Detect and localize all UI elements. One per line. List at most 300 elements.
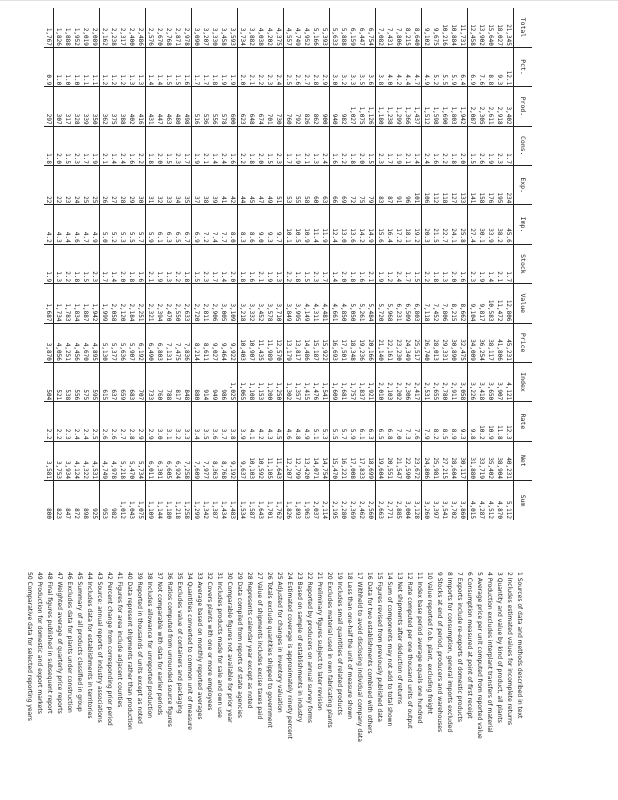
table-cell: 2.0 [238,47,248,86]
table-cell: 3,849 [284,284,294,323]
table-cell: 3,734 [239,27,247,46]
table-cell: 3.1 [164,402,173,441]
table-cell: 1.6 [136,244,146,283]
table-cell: 788 [164,362,173,401]
table-cell: 1.9 [486,126,495,165]
table-cell: 1,942 [458,87,468,126]
table-cell: 1,483 [228,481,238,521]
table-row [320,8,330,520]
table-cell: 823 [54,481,64,521]
table-cell: 36,254 [477,323,486,362]
table-cell: 3,402 [504,87,514,126]
table-row [468,8,478,520]
table-cell: 4.4 [403,47,412,86]
table-cell: 2.1 [201,126,210,165]
table-cell: 1,762 [274,481,284,521]
table-cell: 6.1 [357,402,366,441]
table-row [192,8,202,520]
table-cell: 2.5 [90,402,100,441]
table-cell: 2.4 [320,126,330,165]
table-cell: 12,570 [274,323,284,362]
table-cell: 2.7 [118,402,127,441]
footnote-line: 20 Excludes material used in own fabricating plants [326,572,333,728]
table-cell: 898 [81,481,90,521]
table-cell: 4,512 [486,481,495,521]
table-cell: 1.4 [155,47,164,86]
table-cell: 5.9 [146,205,156,244]
table-cell: 1,783 [63,284,72,323]
table-cell: 1.7 [81,126,90,165]
table-cell: 4.9 [90,205,100,244]
table-cell: 1,999 [100,284,110,323]
table-cell: 7.6 [477,47,486,86]
table-cell: 1,065 [238,362,248,401]
table-cell: 66 [330,166,340,205]
table-cell: 2.4 [81,402,90,441]
table-cell: 521 [54,362,64,401]
table-cell: 1.7 [210,244,219,283]
table-cell: 760 [284,87,294,126]
table-cell: 2,417 [412,362,422,401]
table-cell: 2.2 [63,244,72,283]
column-header: Stock [514,244,533,283]
table-cell: 2,978 [182,8,192,47]
footnote-line: 1 Sources of data and methods described in text [516,572,523,719]
table-cell: 2.2 [238,126,248,165]
table-cell: 4,015 [468,481,478,521]
column-header: Rate [514,402,533,441]
table-cell: 4.9 [422,47,432,86]
footnote-line: 5 Average price per unit computed from reported value [476,572,483,739]
table-cell: 578 [219,87,228,126]
table-cell: 3,218 [238,284,248,323]
table-cell: 3.6 [210,402,219,441]
table-cell: 2.3 [274,126,284,165]
table-cell: 1.8 [238,244,248,283]
table-cell: 3,397 [431,481,440,521]
table-cell: 41,806 [495,323,504,362]
table-cell: 9.3 [265,205,274,244]
table-cell: 18,348 [348,323,357,362]
table-cell: 6.4 [458,47,468,86]
table-cell: 3,650 [486,362,495,401]
table-cell: 158 [477,166,486,205]
table-cell: 3,578 [265,284,274,323]
table-cell: 19.2 [412,205,422,244]
table-cell: 8,215 [404,27,412,46]
footnote-line: 42 Percent change from corresponding prior period [106,572,113,726]
table-cell: 9.7 [274,205,284,244]
table-cell: 2.1 [302,126,311,165]
table-cell: 2.1 [100,126,110,165]
table-cell: 5.5 [330,402,340,441]
table-cell: 20.3 [422,205,432,244]
table-cell: 6,509 [403,284,412,323]
table-cell: 4,661 [330,284,340,323]
table-cell: 2.9 [136,402,146,441]
table-cell: 4,557 [285,27,293,46]
table-cell: 4,952 [303,27,311,46]
table-cell: 28,604 [449,441,458,480]
table-cell: 6,803 [412,284,422,323]
table-cell: 2.2 [339,126,348,165]
table-cell: 1.9 [192,126,202,165]
table-cell: 2,655 [431,362,440,401]
table-cell: 2.3 [90,244,100,283]
table-cell: 13,420 [302,441,311,480]
table-cell: 8,662 [458,284,468,323]
footnote-line: 49 Production for domestic and export markets [36,572,43,714]
table-cell: 4.3 [265,402,274,441]
table-cell: 3.8 [376,47,386,86]
table-cell: 1.8 [127,244,136,283]
table-row [164,8,173,520]
table-cell: 6,447 [358,27,366,46]
table-cell: 388 [118,87,127,126]
table-row [228,8,238,520]
table-cell: 5,470 [127,441,136,480]
table-cell: 101 [412,166,422,205]
table-cell: 33,719 [477,441,486,480]
table-cell: 2.3 [495,126,504,165]
footnote-line: 48 Final figures published in subsequent report [46,572,53,714]
table-cell: 118 [440,166,449,205]
table-cell: 1.7 [504,126,514,165]
table-cell: 17,501 [339,323,348,362]
table-cell: 4,202 [266,27,274,46]
table-cell: 45.6 [504,205,514,244]
table-row [72,8,81,520]
table-row [449,8,458,520]
table-row [136,8,146,520]
table-cell: 1,109 [146,481,156,521]
footnote-line: 3 Quantity and value by kind of product, all plants [496,572,503,723]
table-cell: 19,604 [376,441,386,480]
table-cell: 3,710 [274,284,284,323]
table-cell: 1,690 [440,87,449,126]
table-cell: 9.3 [495,47,504,86]
table-cell: 683 [127,362,136,401]
table-cell: 34 [173,166,182,205]
table-cell: 5,720 [376,284,386,323]
table-row [274,8,284,520]
table-cell: 13.0 [339,205,348,244]
table-cell: 1.9 [155,244,164,283]
table-cell: 7,836 [182,323,192,362]
table-row [403,8,412,520]
table-cell: 12.4 [330,205,340,244]
table-cell: 1,837 [357,362,366,401]
table-cell: 760 [155,362,164,401]
table-cell: 1.3 [311,126,320,165]
table-cell: 75 [357,166,366,205]
table-cell: 5,633 [331,27,339,46]
table-cell: 1.5 [468,126,478,165]
table-cell: 4,322 [81,441,90,480]
table-cell: 30.1 [477,205,486,244]
table-cell: 1,534 [238,481,248,521]
table-cell: 33 [164,166,173,205]
table-cell: 4,895 [90,323,100,362]
table-cell: 2,911 [449,362,458,401]
table-cell: 106 [422,166,432,205]
table-cell: 2.3 [72,126,81,165]
table-cell: 9,464 [219,323,228,362]
table-cell: 7,806 [395,27,403,46]
table-cell: 5,377 [109,323,118,362]
table-cell: 1.3 [127,47,136,86]
table-cell: 1,826 [55,27,63,46]
table-cell: 1.4 [486,244,495,283]
table-cell: 2,058 [109,284,118,323]
column-header: Exp. [514,166,533,205]
table-cell: 60 [311,166,320,205]
table-cell: 375 [109,87,118,126]
footnote-line: 47 Weighted average of quarterly price reports [56,572,63,714]
table-cell: 1.7 [192,47,202,86]
table-row [357,8,366,520]
table-cell: 10.9 [486,402,495,441]
footnote-line: 22 Reported by producers on annual survey forms [306,572,313,723]
table-cell: 3,128 [412,481,422,521]
table-row [339,8,348,520]
table-cell: 2,400 [128,27,136,46]
table-row [265,8,274,520]
table-cell: 595 [90,362,100,401]
table-cell: 1.8 [431,244,440,283]
table-cell: 14.9 [366,205,376,244]
table-cell: 3.3 [348,47,357,86]
table-cell: 44 [238,166,248,205]
table-cell: 5.0 [100,205,110,244]
table-cell: 674 [256,87,265,126]
table-cell: 1.7 [100,244,110,283]
table-cell: 7,475 [173,323,182,362]
table-cell: 2.1 [247,47,256,86]
table-cell: 2,280 [339,481,348,521]
table-row [477,8,486,520]
table-cell: 659 [118,362,127,401]
table-cell: 7.9 [422,402,432,441]
table-cell: 25,517 [412,323,422,362]
table-cell: 2,918 [495,87,504,126]
table-cell: 1.9 [219,47,228,86]
table-cell: 1.3 [274,244,284,283]
table-cell: 402 [127,87,136,126]
table-cell: 3,090 [193,27,201,46]
table-cell: 16.4 [385,205,394,244]
table-cell: 14,071 [311,441,320,480]
table-cell: 1.3 [440,244,449,283]
table-cell: 7.4 [210,205,219,244]
table-cell: 3,004 [403,481,412,521]
table-row [311,8,320,520]
table-cell: 72 [348,166,357,205]
table-cell: 18.1 [403,205,412,244]
table-cell: 13.6 [348,205,357,244]
table-cell: 15.6 [376,205,386,244]
table-cell: 9,817 [477,284,486,323]
table-cell: 31,880 [468,441,478,480]
table-cell: 4.6 [284,402,294,441]
table-cell: 4,056 [54,323,64,362]
table-cell: 1,218 [173,481,182,521]
table-cell: 1.8 [449,126,458,165]
table-cell: 5,050 [348,284,357,323]
table-cell: 2,037 [311,481,320,521]
table-cell: 1,681 [339,362,348,401]
table-cell: 2,321 [146,284,156,323]
table-cell: 7.3 [403,402,412,441]
table-cell: 38,904 [495,441,504,480]
table-cell: 339 [81,87,90,126]
table-cell: 96 [403,166,412,205]
table-row [366,8,376,520]
table-cell: 2,195 [330,481,340,521]
table-cell: 2.3 [173,126,182,165]
table-cell: 5.5 [440,47,449,86]
table-cell: 8.0 [228,205,238,244]
table-cell: 1,108 [247,362,256,401]
table-cell: 982 [339,87,348,126]
table-cell: 2.1 [403,126,412,165]
footnote-line: 32 Covers plants with one or more employees [206,572,213,711]
table-cell: 2.9 [146,402,156,441]
table-cell: 15,187 [311,323,320,362]
table-cell: 5.9 [449,47,458,86]
table-cell: 3,702 [449,481,458,521]
table-cell: 5.3 [320,402,330,441]
table-cell: 51 [274,166,284,205]
table-cell: 15,922 [320,323,330,362]
table-cell: 5,393 [320,8,330,47]
table-cell: 2.2 [54,402,64,441]
table-cell: 4,850 [339,284,348,323]
table-cell: 2.6 [477,126,486,165]
table-cell: 10,583 [486,284,495,323]
table-cell: 1.7 [201,47,210,86]
table-cell: 516 [192,87,202,126]
table-cell: 5,166 [312,27,320,46]
table-cell: 2,611 [486,87,495,126]
table-cell: 11.8 [495,402,504,441]
table-cell: 447 [155,87,164,126]
table-cell: 32,475 [458,323,468,362]
table-cell: 4,124 [72,441,81,480]
table-cell: 982 [109,481,118,521]
table-cell: 8.6 [247,205,256,244]
table-cell: 1.6 [127,126,136,165]
table-cell: 25,981 [431,441,440,480]
table-cell: 7,977 [201,441,210,480]
table-cell: 2.2 [422,244,432,283]
table-cell: 45 [247,166,256,205]
table-cell: 1.4 [412,126,422,165]
table-cell: 10,103 [247,441,256,480]
table-cell: 6,924 [173,441,182,480]
table-row [385,8,394,520]
table-cell: 2,663 [376,481,386,521]
table-cell: 4,481 [320,284,330,323]
table-cell: 14,754 [320,441,330,480]
table-cell: 38,117 [486,323,495,362]
footnote-line: 10 Value reported f.o.b. plant, excluding freight [426,572,433,715]
table-cell: 3.0 [330,47,340,86]
table-cell: 87 [385,166,394,205]
table-cell: 27,215 [440,441,449,480]
table-cell: 3,330 [211,27,219,46]
table-cell: 431 [146,87,156,126]
table-cell: 14,486 [302,323,311,362]
table-cell: 1.3 [136,47,146,86]
table-cell: 2.8 [127,402,136,441]
table-cell: 1,893 [293,481,302,521]
table-cell: 1.6 [228,126,238,165]
table-cell: 1,180 [164,481,173,521]
table-row [412,8,422,520]
table-cell: 1.8 [293,244,302,283]
table-cell: 914 [201,362,210,401]
table-cell: 2.0 [54,126,64,165]
table-cell: 953 [100,481,110,521]
table-cell: 3,870 [44,323,54,362]
table-cell: 707 [136,362,146,401]
table-cell: 21.5 [431,205,440,244]
table-cell: 11,105 [265,441,274,480]
footnote-line: 29 Data compiled from reports of state agencies [236,572,243,718]
table-cell: 1.9 [90,126,100,165]
footnote-line: 33 Average based on monthly reported averages [196,572,203,720]
table-cell: 4.2 [256,402,265,441]
column-header: Pct. [514,47,533,86]
table-cell: 2.4 [274,47,284,86]
table-row [422,8,432,520]
table-row [293,8,302,520]
table-cell: 3,860 [458,481,468,521]
footnote-line: 36 Ratios computed from unrounded source figures [166,572,173,727]
table-cell: 41 [219,166,228,205]
table-cell: 7,609 [192,441,202,480]
table-cell: 8,214 [192,323,202,362]
table-cell: 1.0 [63,47,72,86]
table-cell: 2.6 [109,402,118,441]
table-cell: 2.7 [302,47,311,86]
column-header: Value [514,284,533,323]
table-cell: 4.8 [293,402,302,441]
table-row [284,8,294,520]
table-cell: 1,512 [422,87,432,126]
table-row [376,8,386,520]
table-cell: 6,011 [146,441,156,480]
table-cell: 3,109 [228,284,238,323]
table-cell: 40,231 [504,441,514,480]
table-cell: 4,670 [81,323,90,362]
table-cell: 2.4 [422,126,432,165]
table-cell: 1.9 [265,244,274,283]
table-cell: 11.4 [311,205,320,244]
table-cell: 25 [81,166,90,205]
table-cell: 9.8 [468,402,478,441]
table-cell: 6.7 [182,205,192,244]
footnote-line: 19 Includes small quantities of related products [336,572,343,716]
table-cell: 2.6 [293,47,302,86]
table-row [431,8,440,520]
table-row [348,8,357,520]
table-cell: 10,592 [256,441,265,480]
table-cell: 2.1 [495,244,504,283]
table-cell: 1.5 [412,244,422,283]
table-cell: 10.9 [302,205,311,244]
